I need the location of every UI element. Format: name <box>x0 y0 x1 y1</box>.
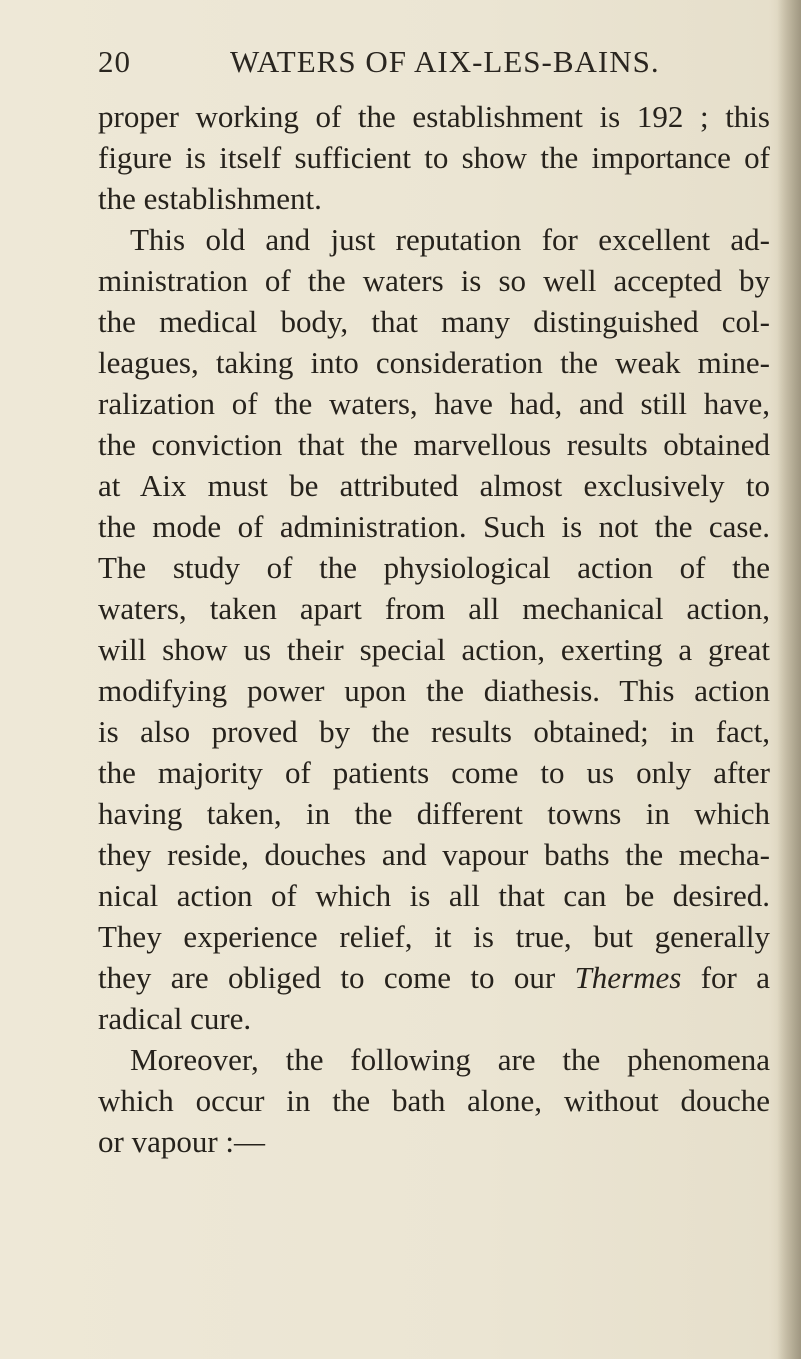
text-line: the mode of administration. Such is not the case. <box>98 509 770 544</box>
page-gutter-shadow <box>777 0 801 1359</box>
page-number: 20 <box>98 44 131 79</box>
text-line: leagues, taking into consideration the weak mine- <box>98 345 770 380</box>
text-line: at Aix must be attributed almost exclusively to <box>98 468 770 503</box>
text-line: the medical body, that many distinguished col- <box>98 304 770 339</box>
running-title: WATERS OF AIX-LES-BAINS. <box>230 44 660 79</box>
text-line: They experience relief, it is true, but generally <box>98 919 770 954</box>
text-line: ministration of the waters is so well accepted by <box>98 263 770 298</box>
text-line: This old and just reputation for excellent ad- <box>130 222 770 257</box>
text-line: will show us their special action, exerting a great <box>98 632 770 667</box>
text-line: having taken, in the different towns in which <box>98 796 770 831</box>
text-line: the establishment. <box>98 181 322 216</box>
text-line: modifying power upon the diathesis. This action <box>98 673 770 708</box>
text-line: the conviction that the marvellous results obtained <box>98 427 770 462</box>
text-line: figure is itself sufficient to show the importance of <box>98 140 770 175</box>
text-line: nical action of which is all that can be desired. <box>98 878 770 913</box>
text-line: is also proved by the results obtained; in fact, <box>98 714 770 749</box>
italic-term-thermes: Thermes <box>574 960 682 995</box>
text-line: Moreover, the following are the phenomena <box>130 1042 770 1077</box>
body-text <box>98 96 770 1162</box>
text-line: radical cure. <box>98 1001 252 1036</box>
text-line-with-italic <box>98 957 770 998</box>
running-head <box>98 44 770 84</box>
text-line: which occur in the bath alone, without douche <box>98 1083 770 1118</box>
text-fragment: they are obliged to come to our <box>98 960 556 995</box>
text-line: or vapour :— <box>98 1124 266 1159</box>
text-line: ralization of the waters, have had, and still have, <box>98 386 770 421</box>
text-line: waters, taken apart from all mechanical action, <box>98 591 770 626</box>
text-line: The study of the physiological action of the <box>98 550 770 585</box>
text-line: they reside, douches and vapour baths the mecha- <box>98 837 770 872</box>
text-fragment: for a <box>700 960 771 995</box>
text-line: the majority of patients come to us only after <box>98 755 770 790</box>
text-line: proper working of the establishment is 192 ; this <box>98 99 770 134</box>
